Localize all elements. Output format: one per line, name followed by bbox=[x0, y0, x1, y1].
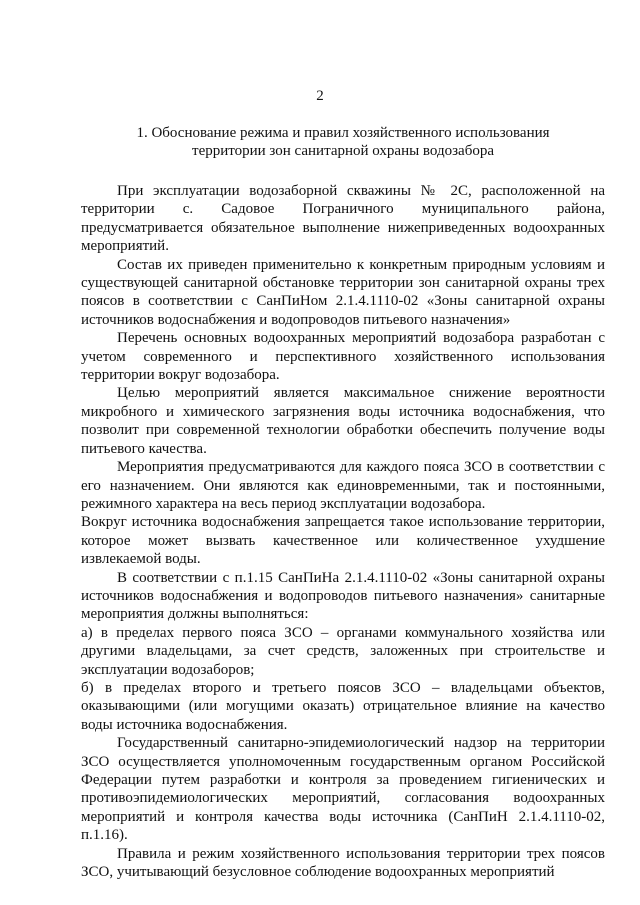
paragraph-2: Состав их приведен применительно к конкретным природным условиям и существующей санитарной обстановке территории зон санитарной охраны трех поясов в соответствии с СанПиНом 2.1.4.1110-02 «Зоны санитарной охраны источников водоснабжения и водопроводов питьевого назначения» bbox=[81, 256, 605, 328]
paragraph-1: При эксплуатации водозаборной скважины № 2С, расположенной на территории с. Садовое Пограничного муниципального района, предусматривается обязательное выполнение нижеприведенных водоохранных мероприятий. bbox=[81, 183, 605, 255]
paragraph-9: Правила и режим хозяйственного использования территории трех поясов ЗСО, учитывающий безусловное соблюдение водоохранных мероприятий bbox=[81, 845, 605, 881]
section-heading bbox=[81, 124, 605, 160]
paragraph-4: Целью мероприятий является максимальное снижение вероятности микробного и химического загрязнения воды источника водоснабжения, что позволит при современной технологии обработки обеспечить получение воды питьевого качества. bbox=[81, 385, 605, 457]
paragraph-3: Перечень основных водоохранных мероприятий водозабора разработан с учетом современного и перспективного хозяйственного использования территории вокруг водозабора. bbox=[81, 330, 605, 384]
list-item-a: а) в пределах первого пояса ЗСО – органами коммунального хозяйства или другими владельцами, за счет средств, заложенных при строительстве и эксплуатации водозаборов; bbox=[81, 624, 605, 678]
section-heading-line-2: территории зон санитарной охраны водозабора bbox=[192, 143, 494, 159]
section-heading-line-1: 1. Обоснование режима и правил хозяйственного использования bbox=[136, 125, 550, 141]
paragraph-7: В соответствии с п.1.15 СанПиНа 2.1.4.1110-02 «Зоны санитарной охраны источников водоснабжения и водопроводов питьевого назначения» санитарные мероприятия должны выполняться: bbox=[81, 569, 605, 623]
page-number: 2 bbox=[316, 88, 324, 104]
list-item-b: б) в пределах второго и третьего поясов ЗСО – владельцами объектов, оказывающими (или могущими оказать) отрицательное влияние на качество воды источника водоснабжения. bbox=[81, 679, 605, 733]
paragraph-8: Государственный санитарно-эпидемиологический надзор на территории ЗСО осуществляется уполномоченным государственным органом Российской Федерации путем разработки и контроля за проведением гигиенических и противоэпидемиологических мероприятий, согласования водоохранных мероприятий и контроля качества воды источника (СанПиН 2.1.4.1110-02, п.1.16). bbox=[81, 735, 605, 844]
body-text bbox=[81, 182, 605, 881]
paragraph-5: Мероприятия предусматриваются для каждого пояса ЗСО в соответствии с его назначением. Они являются как единовременными, так и постоянными, режимного характера на весь период эксплуатации водозабора. bbox=[81, 459, 605, 512]
paragraph-6: Вокруг источника водоснабжения запрещается такое использование территории, которое может вызвать качественное или количественное ухудшение извлекаемой воды. bbox=[81, 514, 605, 568]
